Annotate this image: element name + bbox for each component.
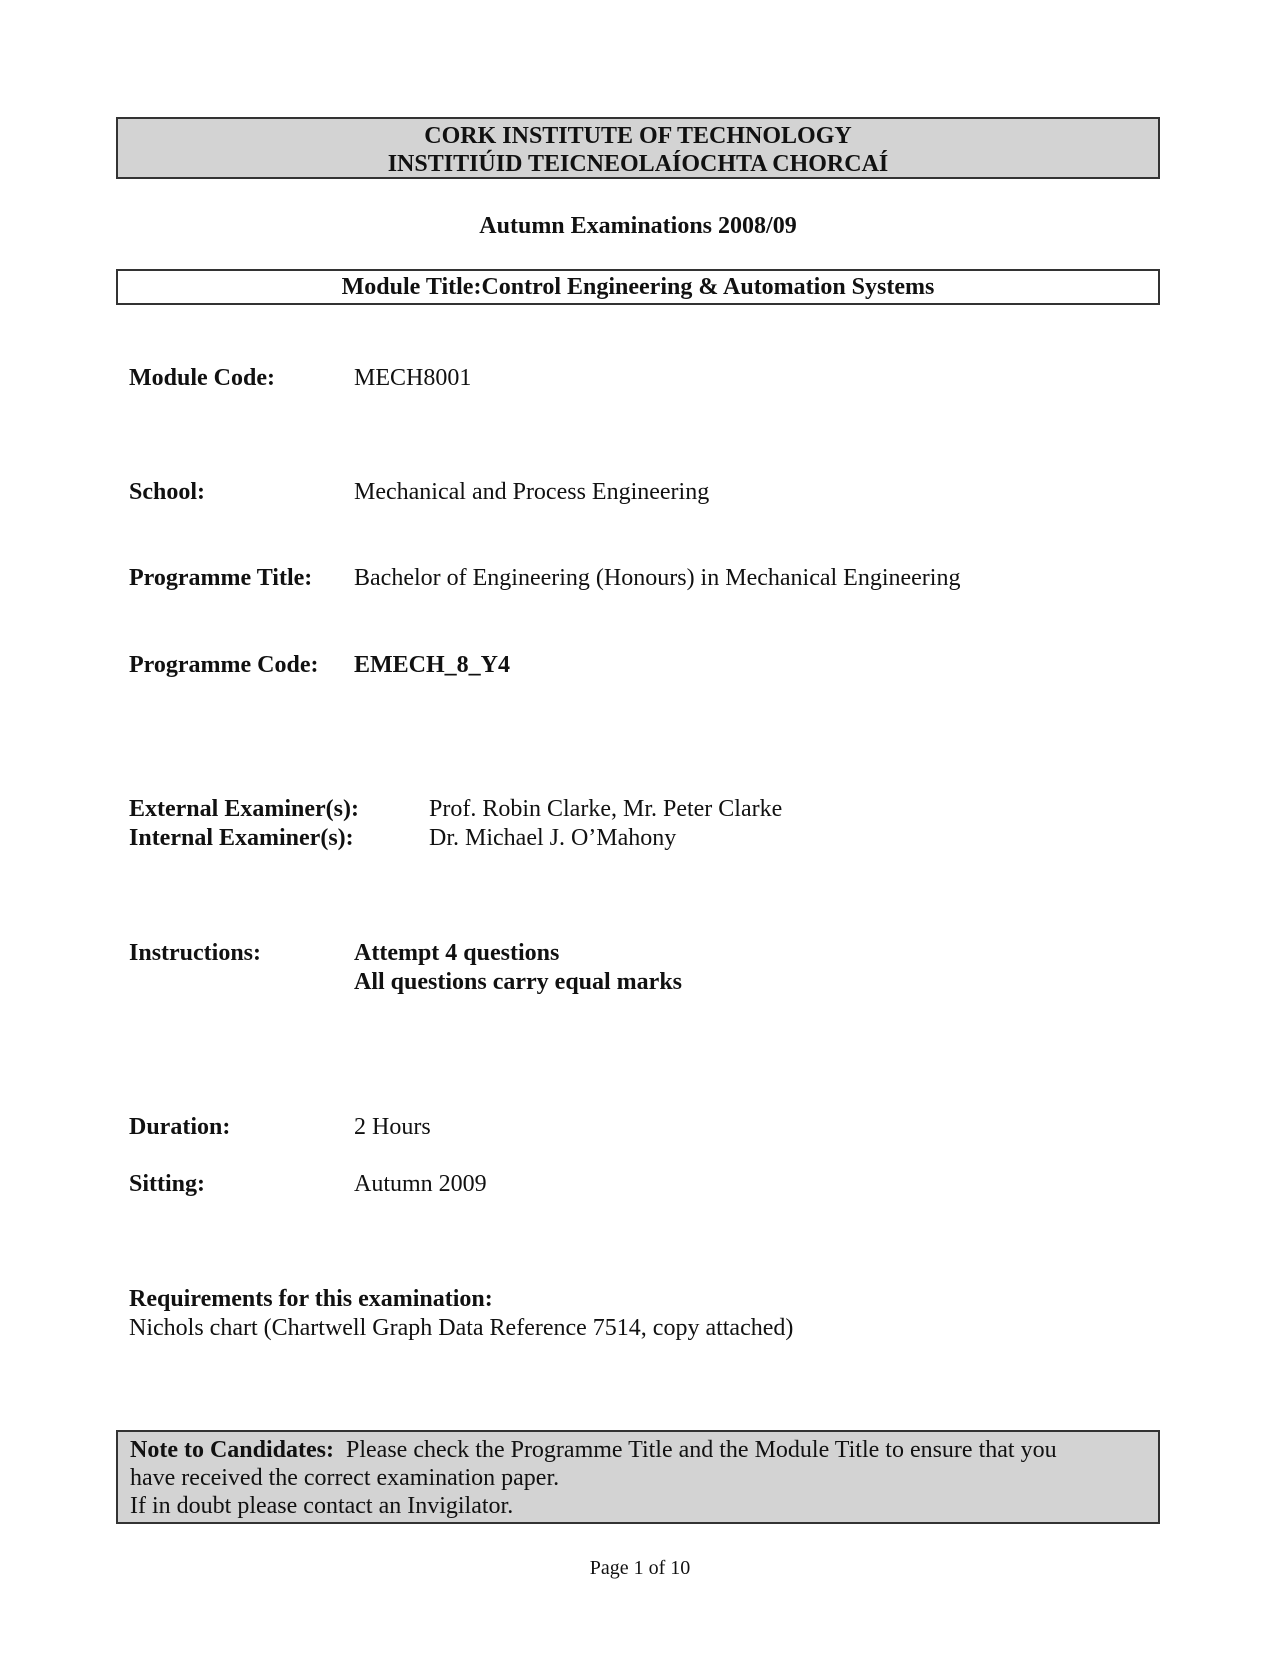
note-line-1 <box>130 1436 1146 1464</box>
module-title-value: Control Engineering & Automation Systems <box>481 274 935 300</box>
instructions-line-1: Attempt 4 questions <box>354 940 560 966</box>
duration-label: Duration: <box>129 1114 231 1140</box>
institution-name-irish: INSTITIÚID TEICNEOLAÍOCHTA CHORCAÍ <box>387 151 889 177</box>
requirements-value: Nichols chart (Chartwell Graph Data Reference 7514, copy attached) <box>129 1315 794 1341</box>
note-text-line-2: have received the correct examination paper. <box>130 1465 560 1491</box>
programme-title-value: Bachelor of Engineering (Honours) in Mechanical Engineering <box>354 565 961 591</box>
instructions-label: Instructions: <box>129 940 262 966</box>
institution-header <box>116 117 1160 179</box>
sitting-value: Autumn 2009 <box>354 1171 487 1197</box>
duration-value: 2 Hours <box>354 1114 431 1140</box>
programme-title-label: Programme Title: <box>129 565 313 591</box>
requirements-label: Requirements for this examination: <box>129 1286 493 1312</box>
sitting-label: Sitting: <box>129 1171 206 1197</box>
requirements-section <box>129 1285 793 1343</box>
note-text-line-3: If in doubt please contact an Invigilator. <box>130 1493 514 1519</box>
programme-code-label: Programme Code: <box>129 652 319 678</box>
note-to-candidates-box <box>116 1430 1160 1524</box>
module-code-label: Module Code: <box>129 365 275 391</box>
internal-examiners-value: Dr. Michael J. O’Mahony <box>429 825 677 851</box>
school-label: School: <box>129 479 206 505</box>
module-title-box <box>116 269 1160 305</box>
school-value: Mechanical and Process Engineering <box>354 479 710 505</box>
institution-name-english: CORK INSTITUTE OF TECHNOLOGY <box>424 123 852 149</box>
internal-examiners-label: Internal Examiner(s): <box>129 825 354 851</box>
programme-code-value: EMECH_8_Y4 <box>354 652 510 678</box>
page-number: Page 1 of 10 <box>589 1557 691 1579</box>
note-text-line-1: Please check the Programme Title and the Module Title to ensure that you <box>346 1437 1057 1463</box>
exam-session-title: Autumn Examinations 2008/09 <box>479 213 797 239</box>
external-examiners-value: Prof. Robin Clarke, Mr. Peter Clarke <box>429 796 783 822</box>
external-examiners-label: External Examiner(s): <box>129 796 359 822</box>
instructions-line-2: All questions carry equal marks <box>354 969 683 995</box>
module-code-value: MECH8001 <box>354 365 472 391</box>
module-title-label: Module Title: <box>341 274 482 300</box>
note-label: Note to Candidates: <box>130 1437 334 1463</box>
